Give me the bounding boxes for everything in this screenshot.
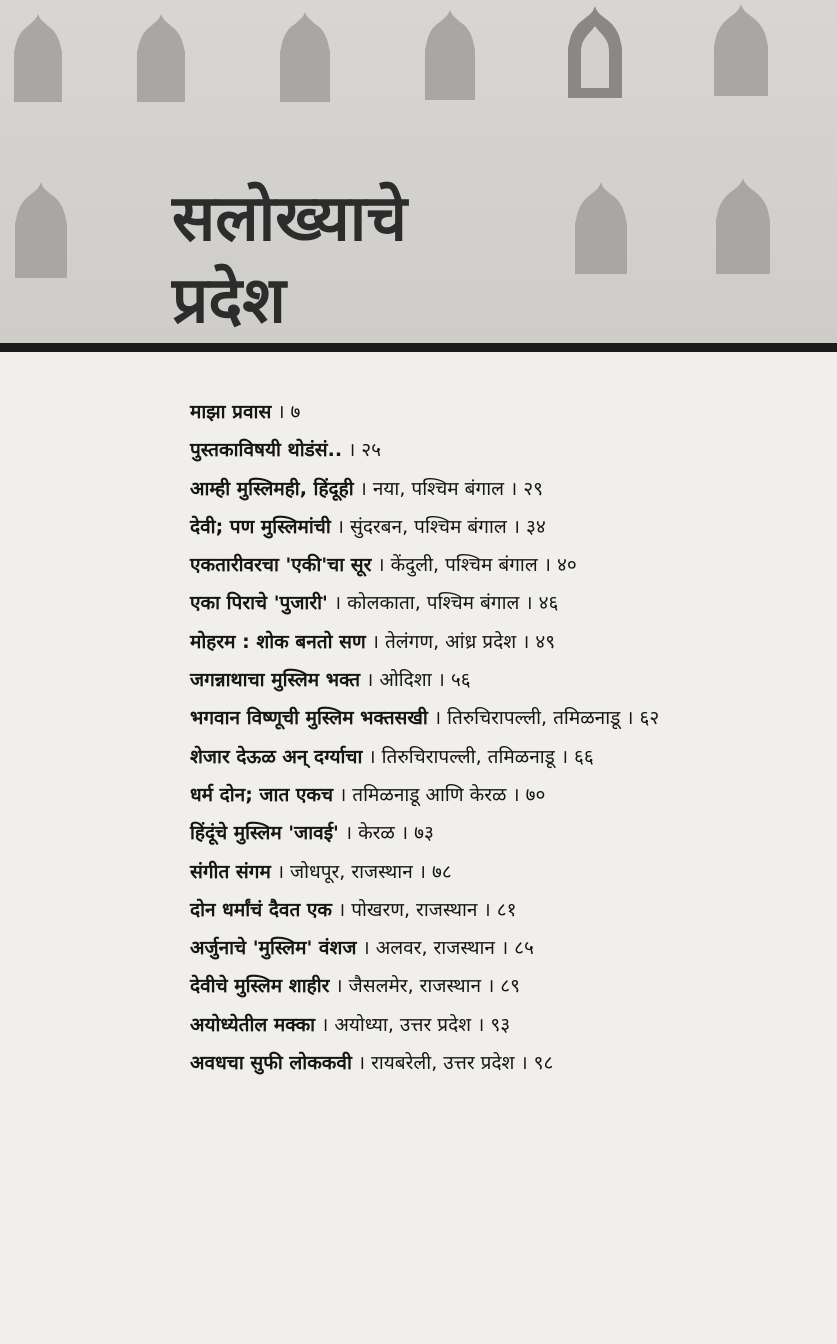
arch-ornament-icon: [12, 180, 70, 280]
toc-separator: ।: [400, 822, 409, 845]
toc-separator: ।: [510, 477, 518, 500]
toc-separator: ।: [357, 1052, 366, 1075]
toc-entry-page-number: ७: [290, 401, 301, 423]
toc-entry-title: माझा प्रवास: [190, 401, 272, 423]
toc-separator: ।: [477, 1013, 485, 1036]
toc-entry-place: सुंदरबन, पश्चिम बंगाल: [349, 515, 507, 538]
toc-entry-place: अयोध्या, उत्तर प्रदेश: [334, 1013, 472, 1036]
header-divider: [0, 343, 837, 352]
toc-entry-page-number: ९८: [533, 1052, 554, 1075]
toc-entry-title: जगन्नाथाचा मुस्लिम भक्त: [190, 669, 361, 692]
toc-entry: [190, 814, 820, 852]
toc-separator: ।: [276, 860, 285, 883]
arch-ornament-icon: [572, 180, 630, 276]
toc-entry: [190, 1044, 820, 1082]
book-title-line-1: सलोख्याचे: [172, 182, 408, 256]
toc-entry: [190, 661, 820, 699]
toc-separator: ।: [338, 898, 346, 921]
toc-separator: ।: [525, 592, 533, 615]
toc-separator: ।: [359, 477, 367, 500]
toc-entry-place: तिरुचिरापल्ली, तमिळनाडू: [447, 707, 621, 730]
toc-entry-title: धर्म दोन; जात एकच: [190, 783, 334, 806]
toc-entry-page-number: ८५: [514, 937, 534, 960]
toc-entry-title: देवी; पण मुस्लिमांची: [190, 515, 331, 538]
toc-entry-page-number: ८१: [496, 898, 517, 921]
toc-separator: ।: [560, 745, 569, 768]
toc-entry-page-number: ५६: [450, 669, 471, 692]
toc-entry-page-number: ४९: [535, 630, 556, 653]
toc-entry: [190, 431, 820, 469]
toc-entry-title: हिंदूंचे मुस्लिम 'जावई': [190, 822, 339, 845]
toc-entry: [190, 853, 820, 891]
toc-entry: [190, 470, 820, 508]
toc-separator: ।: [483, 898, 491, 921]
toc-separator: ।: [418, 860, 426, 883]
toc-separator: ।: [335, 975, 343, 998]
toc-entry-title: संगीत संगम: [190, 860, 271, 883]
toc-separator: ।: [543, 554, 551, 577]
toc-separator: ।: [348, 439, 356, 462]
toc-separator: ।: [512, 783, 520, 806]
toc-entry: [190, 623, 820, 661]
toc-separator: ।: [368, 745, 376, 768]
toc-separator: ।: [366, 669, 374, 692]
toc-separator: ।: [522, 630, 530, 653]
toc-entry-title: पुस्तकाविषयी थोडंसं..: [190, 439, 343, 462]
toc-entry-page-number: २९: [523, 477, 543, 500]
toc-entry: [190, 738, 820, 776]
toc-entry-page-number: ८९: [500, 975, 521, 998]
arch-ornament-icon: [420, 8, 480, 102]
toc-entry-title: अयोध्येतील मक्का: [190, 1013, 316, 1036]
toc-entry-place: रायबरेली, उत्तर प्रदेश: [371, 1052, 515, 1075]
toc-entry-title: अर्जुनाचे 'मुस्लिम' वंशज: [190, 937, 357, 960]
toc-entry-page-number: २५: [361, 439, 382, 462]
toc-entry: [190, 891, 820, 929]
toc-separator: ।: [626, 707, 634, 730]
toc-entry: [190, 1006, 820, 1044]
arch-frame-ornament-icon: [563, 4, 627, 100]
toc-separator: ।: [377, 554, 385, 577]
toc-entry-place: नया, पश्चिम बंगाल: [372, 477, 505, 500]
toc-entry-page-number: ६२: [639, 707, 660, 730]
table-of-contents: [190, 393, 820, 1082]
toc-entry: [190, 584, 820, 622]
toc-entry-title: आम्ही मुस्लिमही, हिंदूही: [190, 477, 354, 500]
toc-entry: [190, 776, 820, 814]
toc-entry-place: जोधपूर, राजस्थान: [290, 860, 413, 883]
toc-entry-title: एका पिराचे 'पुजारी': [190, 592, 328, 615]
toc-entry-place: तेलंगण, आंध्र प्रदेश: [384, 630, 517, 653]
arch-ornament-icon: [275, 10, 335, 104]
toc-separator: ।: [512, 515, 520, 538]
toc-entry: [190, 929, 820, 967]
toc-entry-place: कोलकाता, पश्चिम बंगाल: [347, 592, 520, 615]
toc-entry-page-number: ७८: [431, 860, 452, 883]
toc-entry-title: अवधचा सुफी लोककवी: [190, 1052, 352, 1075]
toc-separator: ।: [339, 783, 347, 806]
arch-ornament-icon: [133, 12, 189, 104]
toc-entry-page-number: ७०: [525, 783, 546, 806]
toc-entry-title: भगवान विष्णूची मुस्लिम भक्तसखी: [190, 707, 428, 730]
toc-separator: ।: [362, 937, 370, 960]
toc-separator: ।: [336, 515, 344, 538]
toc-entry: [190, 393, 820, 431]
toc-entry-page-number: ७३: [414, 822, 434, 845]
toc-entry: [190, 508, 820, 546]
book-title: [172, 178, 407, 342]
toc-separator: ।: [333, 592, 342, 615]
toc-entry-place: पोखरण, राजस्थान: [351, 898, 478, 921]
toc-entry-place: तमिळनाडू आणि केरळ: [352, 783, 507, 806]
toc-separator: ।: [437, 669, 445, 692]
toc-entry-page-number: ९३: [490, 1013, 511, 1036]
toc-entry-place: जैसलमेर, राजस्थान: [348, 975, 482, 998]
toc-entry-title: दोन धर्मांचं दैवत एक: [190, 898, 333, 921]
toc-separator: ।: [487, 975, 495, 998]
book-title-line-2: प्रदेश: [172, 264, 286, 338]
toc-separator: ।: [277, 401, 285, 423]
toc-separator: ।: [371, 630, 379, 653]
toc-entry-place: केरळ: [358, 822, 395, 845]
arch-ornament-icon: [10, 12, 66, 104]
toc-entry-place: अलवर, राजस्थान: [375, 937, 495, 960]
toc-entry-place: ओदिशा: [379, 669, 432, 692]
toc-entry-place: तिरुचिरापल्ली, तमिळनाडू: [381, 745, 555, 768]
toc-entry-title: मोहरम : शोक बनतो सण: [190, 630, 366, 653]
toc-entry-title: एकतारीवरचा 'एकी'चा सूर: [190, 554, 372, 577]
arch-ornament-icon: [710, 2, 772, 98]
toc-entry: [190, 699, 820, 737]
toc-separator: ।: [500, 937, 509, 960]
toc-separator: ।: [520, 1052, 528, 1075]
toc-entry-place: केंदुली, पश्चिम बंगाल: [390, 554, 538, 577]
toc-entry-page-number: ४६: [538, 592, 559, 615]
arch-ornament-icon: [712, 176, 774, 276]
toc-entry-page-number: ४०: [556, 554, 577, 577]
toc-entry-page-number: ६६: [574, 745, 594, 768]
header-band: [0, 0, 837, 343]
toc-separator: ।: [433, 707, 442, 730]
toc-entry-page-number: ३४: [525, 515, 546, 538]
toc-entry-title: शेजार देऊळ अन् दर्ग्याचा: [190, 745, 363, 768]
toc-entry: [190, 967, 820, 1005]
toc-separator: ।: [344, 822, 353, 845]
toc-separator: ।: [321, 1013, 329, 1036]
toc-entry: [190, 546, 820, 584]
toc-entry-title: देवीचे मुस्लिम शाहीर: [190, 975, 330, 998]
